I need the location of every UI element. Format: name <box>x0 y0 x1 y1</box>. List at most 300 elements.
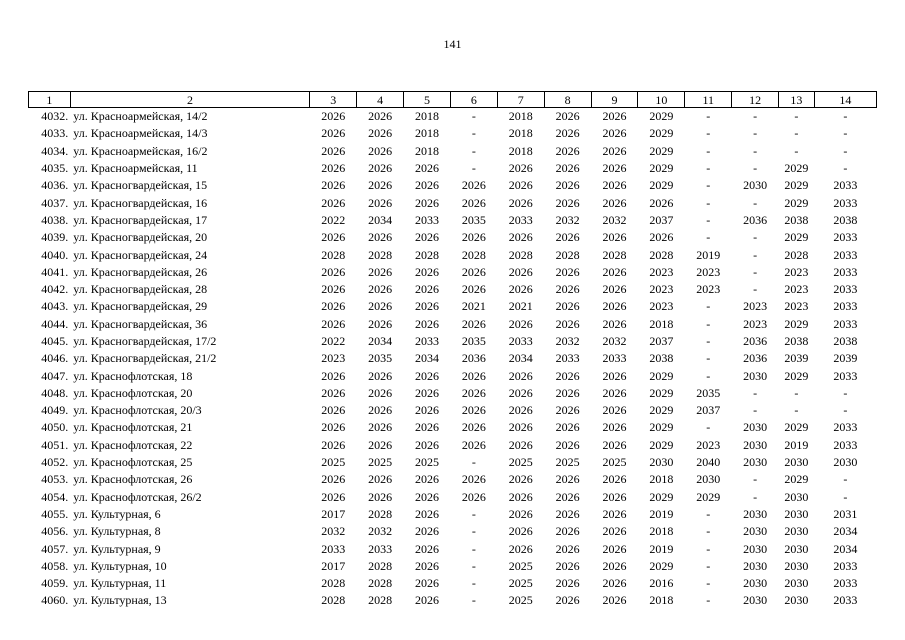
year-cell: 2028 <box>602 247 627 262</box>
year-cell: 2026 <box>368 489 393 504</box>
column-header-3: 3 <box>310 92 357 108</box>
year-cell: - <box>843 126 848 141</box>
year-cell: 2025 <box>508 593 533 608</box>
year-cell: 2026 <box>414 558 439 573</box>
row-number: 4033. <box>41 126 69 141</box>
year-cell: 2023 <box>784 264 809 279</box>
year-cell: 2025 <box>602 455 627 470</box>
year-cell: 2029 <box>649 437 674 452</box>
year-cell: 2026 <box>555 126 580 141</box>
year-cell: 2026 <box>602 593 627 608</box>
year-cell: 2026 <box>555 299 580 314</box>
year-cell: 2031 <box>833 506 858 521</box>
year-cell: 2030 <box>743 576 768 591</box>
table-row <box>29 402 877 419</box>
year-cell: 2026 <box>555 161 580 176</box>
year-cell: 2030 <box>784 593 809 608</box>
year-cell: - <box>794 126 799 141</box>
year-cell: - <box>753 109 758 124</box>
year-cell: 2028 <box>649 247 674 262</box>
row-number: 4050. <box>41 420 69 435</box>
address-cell: ул. Красногвардейская, 20 <box>73 230 208 245</box>
year-cell: 2026 <box>602 576 627 591</box>
year-cell: - <box>794 385 799 400</box>
column-header-12: 12 <box>732 92 779 108</box>
year-cell: 2026 <box>368 195 393 210</box>
year-cell: - <box>753 247 758 262</box>
year-cell: 2026 <box>414 403 439 418</box>
table-row <box>29 333 877 350</box>
year-cell: 2023 <box>696 437 721 452</box>
year-cell: - <box>706 524 711 539</box>
year-cell: 2019 <box>784 437 809 452</box>
address-cell: ул. Краснофлотская, 20/3 <box>73 403 202 418</box>
year-cell: 2028 <box>414 247 439 262</box>
year-cell: 2028 <box>368 506 393 521</box>
address-cell: ул. Красногвардейская, 24 <box>73 247 208 262</box>
year-cell: 2023 <box>784 299 809 314</box>
year-cell: 2026 <box>555 524 580 539</box>
year-cell: 2026 <box>321 230 346 245</box>
year-cell: - <box>753 403 758 418</box>
year-cell: 2026 <box>321 109 346 124</box>
row-number: 4047. <box>41 368 69 383</box>
year-cell: 2026 <box>602 558 627 573</box>
year-cell: 2029 <box>784 368 809 383</box>
year-cell: 2019 <box>649 541 674 556</box>
year-cell: 2026 <box>461 489 486 504</box>
year-cell: 2026 <box>602 126 627 141</box>
year-cell: 2028 <box>321 593 346 608</box>
year-cell: 2030 <box>784 506 809 521</box>
year-cell: 2026 <box>555 403 580 418</box>
year-cell: 2033 <box>508 212 533 227</box>
year-cell: 2033 <box>833 264 858 279</box>
year-cell: 2017 <box>321 558 346 573</box>
address-cell: ул. Краснофлотская, 26 <box>73 472 193 487</box>
table-row <box>29 316 877 333</box>
year-cell: - <box>471 576 476 591</box>
address-cell: ул. Красногвардейская, 29 <box>73 299 208 314</box>
address-cell: ул. Красногвардейская, 17 <box>73 212 208 227</box>
year-cell: 2026 <box>555 230 580 245</box>
year-cell: - <box>706 178 711 193</box>
year-cell: 2028 <box>321 247 346 262</box>
year-cell: 2026 <box>414 264 439 279</box>
year-cell: 2029 <box>649 368 674 383</box>
table-row <box>29 177 877 194</box>
column-header-13: 13 <box>779 92 815 108</box>
year-cell: 2035 <box>461 212 486 227</box>
year-cell: 2030 <box>784 576 809 591</box>
row-number: 4055. <box>41 506 69 521</box>
year-cell: 2026 <box>461 437 486 452</box>
year-cell: - <box>753 282 758 297</box>
table-row <box>29 246 877 263</box>
year-cell: 2028 <box>784 247 809 262</box>
year-cell: 2026 <box>414 576 439 591</box>
year-cell: 2028 <box>321 576 346 591</box>
year-cell: 2023 <box>784 282 809 297</box>
table-row <box>29 592 877 609</box>
year-cell: 2026 <box>508 403 533 418</box>
year-cell: 2026 <box>368 437 393 452</box>
year-cell: 2026 <box>321 178 346 193</box>
table-row <box>29 298 877 315</box>
year-cell: 2026 <box>321 299 346 314</box>
year-cell: 2033 <box>368 541 393 556</box>
year-cell: 2028 <box>368 576 393 591</box>
year-cell: 2030 <box>784 524 809 539</box>
year-cell: 2037 <box>649 212 674 227</box>
year-cell: 2039 <box>784 351 809 366</box>
year-cell: 2028 <box>368 558 393 573</box>
year-cell: 2026 <box>649 230 674 245</box>
table-row <box>29 125 877 142</box>
year-cell: - <box>843 403 848 418</box>
data-table <box>28 91 877 610</box>
year-cell: 2029 <box>784 178 809 193</box>
year-cell: 2025 <box>555 455 580 470</box>
address-cell: ул. Красногвардейская, 21/2 <box>73 351 217 366</box>
year-cell: 2021 <box>508 299 533 314</box>
year-cell: - <box>843 109 848 124</box>
year-cell: 2025 <box>508 558 533 573</box>
year-cell: 2026 <box>555 489 580 504</box>
year-cell: 2026 <box>321 143 346 158</box>
year-cell: - <box>471 109 476 124</box>
year-cell: 2026 <box>602 264 627 279</box>
year-cell: 2029 <box>784 316 809 331</box>
address-cell: ул. Культурная, 9 <box>73 541 161 556</box>
year-cell: 2035 <box>696 385 721 400</box>
year-cell: 2026 <box>461 472 486 487</box>
year-cell: 2033 <box>508 334 533 348</box>
table-row <box>29 367 877 384</box>
address-cell: ул. Культурная, 13 <box>73 593 167 608</box>
year-cell: - <box>753 472 758 487</box>
year-cell: 2025 <box>368 455 393 470</box>
year-cell: 2026 <box>461 368 486 383</box>
year-cell: 2033 <box>833 178 858 193</box>
column-header-8: 8 <box>544 92 591 108</box>
address-cell: ул. Красногвардейская, 17/2 <box>73 334 217 348</box>
year-cell: 2028 <box>461 247 486 262</box>
year-cell: 2036 <box>461 351 486 366</box>
year-cell: 2018 <box>508 109 533 124</box>
address-cell: ул. Культурная, 6 <box>73 506 161 521</box>
year-cell: 2034 <box>414 351 439 366</box>
year-cell: - <box>706 368 711 383</box>
year-cell: 2026 <box>508 368 533 383</box>
year-cell: 2026 <box>368 126 393 141</box>
year-cell: 2026 <box>414 282 439 297</box>
table-row <box>29 160 877 177</box>
year-cell: 2026 <box>414 230 439 245</box>
year-cell: 2026 <box>508 437 533 452</box>
year-cell: 2034 <box>368 212 393 227</box>
year-cell: 2026 <box>649 195 674 210</box>
year-cell: 2026 <box>602 403 627 418</box>
year-cell: - <box>753 385 758 400</box>
year-cell: 2033 <box>833 558 858 573</box>
year-cell: 2033 <box>833 195 858 210</box>
year-cell: 2033 <box>414 334 439 348</box>
year-cell: 2026 <box>508 178 533 193</box>
year-cell: 2018 <box>649 316 674 331</box>
year-cell: 2026 <box>368 368 393 383</box>
year-cell: 2026 <box>368 403 393 418</box>
column-header-11: 11 <box>685 92 732 108</box>
year-cell: - <box>471 455 476 470</box>
year-cell: 2026 <box>555 316 580 331</box>
row-number: 4058. <box>41 558 69 573</box>
year-cell: - <box>471 558 476 573</box>
address-cell: ул. Красногвардейская, 28 <box>73 282 208 297</box>
year-cell: 2026 <box>602 230 627 245</box>
year-cell: 2030 <box>743 558 768 573</box>
year-cell: 2022 <box>321 212 346 227</box>
year-cell: 2018 <box>649 524 674 539</box>
address-cell: ул. Культурная, 11 <box>73 576 167 591</box>
year-cell: 2026 <box>321 195 346 210</box>
year-cell: 2026 <box>414 437 439 452</box>
year-cell: - <box>471 541 476 556</box>
year-cell: 2028 <box>368 247 393 262</box>
year-cell: 2032 <box>555 334 580 348</box>
year-cell: - <box>706 576 711 591</box>
year-cell: 2036 <box>743 351 768 366</box>
row-number: 4060. <box>41 593 69 608</box>
header-row <box>29 92 877 108</box>
year-cell: 2026 <box>414 593 439 608</box>
year-cell: 2023 <box>649 282 674 297</box>
year-cell: 2026 <box>555 368 580 383</box>
table-body <box>29 108 877 610</box>
year-cell: 2026 <box>555 420 580 435</box>
year-cell: 2026 <box>321 368 346 383</box>
table-row <box>29 264 877 281</box>
year-cell: 2030 <box>696 472 721 487</box>
year-cell: 2029 <box>649 161 674 176</box>
year-cell: 2026 <box>602 524 627 539</box>
year-cell: 2029 <box>784 420 809 435</box>
row-number: 4043. <box>41 299 69 314</box>
year-cell: 2038 <box>833 212 858 227</box>
year-cell: - <box>794 403 799 418</box>
year-cell: 2030 <box>784 455 809 470</box>
year-cell: 2030 <box>743 420 768 435</box>
page-number: 141 <box>443 37 462 51</box>
table-row <box>29 194 877 211</box>
year-cell: - <box>753 126 758 141</box>
address-cell: ул. Краснофлотская, 26/2 <box>73 489 202 504</box>
year-cell: - <box>706 195 711 210</box>
year-cell: - <box>843 161 848 176</box>
year-cell: 2023 <box>649 299 674 314</box>
year-cell: 2033 <box>414 212 439 227</box>
year-cell: 2026 <box>555 541 580 556</box>
year-cell: 2026 <box>414 316 439 331</box>
year-cell: 2033 <box>833 299 858 314</box>
year-cell: 2026 <box>321 489 346 504</box>
year-cell: 2026 <box>508 472 533 487</box>
column-header-4: 4 <box>357 92 404 108</box>
year-cell: - <box>843 385 848 400</box>
year-cell: 2026 <box>555 143 580 158</box>
year-cell: - <box>471 143 476 158</box>
year-cell: 2026 <box>414 195 439 210</box>
year-cell: 2026 <box>555 437 580 452</box>
year-cell: 2034 <box>368 334 393 348</box>
year-cell: 2026 <box>602 161 627 176</box>
year-cell: 2026 <box>508 524 533 539</box>
year-cell: 2026 <box>321 316 346 331</box>
year-cell: 2038 <box>784 334 809 348</box>
year-cell: - <box>753 161 758 176</box>
year-cell: 2018 <box>414 109 439 124</box>
year-cell: 2026 <box>368 143 393 158</box>
year-cell: - <box>706 109 711 124</box>
address-cell: ул. Красноармейская, 14/3 <box>73 126 208 141</box>
year-cell: 2038 <box>649 351 674 366</box>
year-cell: 2023 <box>696 282 721 297</box>
year-cell: 2030 <box>743 593 768 608</box>
table-row <box>29 575 877 592</box>
year-cell: 2026 <box>602 472 627 487</box>
year-cell: 2030 <box>784 558 809 573</box>
row-number: 4052. <box>41 455 69 470</box>
address-cell: ул. Краснофлотская, 20 <box>73 385 193 400</box>
table-row <box>29 489 877 506</box>
year-cell: 2019 <box>649 506 674 521</box>
year-cell: - <box>753 230 758 245</box>
year-cell: 2034 <box>508 351 533 366</box>
year-cell: 2026 <box>461 420 486 435</box>
year-cell: 2028 <box>555 247 580 262</box>
address-cell: ул. Красногвардейская, 15 <box>73 178 208 193</box>
year-cell: 2026 <box>414 161 439 176</box>
year-cell: 2033 <box>833 282 858 297</box>
column-header-1: 1 <box>29 92 71 108</box>
address-cell: ул. Краснофлотская, 25 <box>73 455 193 470</box>
row-number: 4038. <box>41 212 69 227</box>
year-cell: 2026 <box>602 143 627 158</box>
year-cell: 2026 <box>368 282 393 297</box>
year-cell: 2023 <box>743 316 768 331</box>
year-cell: - <box>471 161 476 176</box>
year-cell: 2026 <box>508 385 533 400</box>
year-cell: - <box>753 143 758 158</box>
row-number: 4045. <box>41 334 69 348</box>
year-cell: 2026 <box>414 178 439 193</box>
year-cell: 2029 <box>649 420 674 435</box>
year-cell: 2034 <box>833 541 858 556</box>
year-cell: 2026 <box>414 489 439 504</box>
year-cell: 2026 <box>508 489 533 504</box>
year-cell: 2026 <box>602 437 627 452</box>
year-cell: - <box>706 351 711 366</box>
year-cell: 2032 <box>602 212 627 227</box>
year-cell: 2026 <box>368 178 393 193</box>
row-number: 4039. <box>41 230 69 245</box>
year-cell: 2018 <box>649 593 674 608</box>
year-cell: 2026 <box>602 368 627 383</box>
year-cell: 2026 <box>602 385 627 400</box>
column-header-5: 5 <box>404 92 451 108</box>
year-cell: - <box>471 524 476 539</box>
year-cell: 2029 <box>649 143 674 158</box>
row-number: 4053. <box>41 472 69 487</box>
year-cell: 2026 <box>368 385 393 400</box>
address-cell: ул. Краснофлотская, 22 <box>73 437 193 452</box>
year-cell: 2026 <box>602 282 627 297</box>
year-cell: 2037 <box>696 403 721 418</box>
year-cell: 2033 <box>833 247 858 262</box>
year-cell: 2032 <box>602 334 627 348</box>
year-cell: 2017 <box>321 506 346 521</box>
year-cell: 2026 <box>508 230 533 245</box>
year-cell: 2026 <box>555 109 580 124</box>
year-cell: 2026 <box>414 506 439 521</box>
year-cell: 2033 <box>833 437 858 452</box>
row-number: 4041. <box>41 264 69 279</box>
year-cell: 2026 <box>461 385 486 400</box>
year-cell: 2039 <box>833 351 858 366</box>
address-cell: ул. Культурная, 8 <box>73 524 161 539</box>
year-cell: 2033 <box>602 351 627 366</box>
table-row <box>29 143 877 160</box>
year-cell: - <box>706 161 711 176</box>
year-cell: 2026 <box>321 472 346 487</box>
table-row <box>29 229 877 246</box>
year-cell: - <box>706 230 711 245</box>
row-number: 4048. <box>41 385 69 400</box>
year-cell: 2026 <box>555 593 580 608</box>
table-row <box>29 523 877 540</box>
year-cell: 2026 <box>368 161 393 176</box>
year-cell: 2026 <box>555 576 580 591</box>
row-number: 4051. <box>41 437 69 452</box>
table-row <box>29 540 877 557</box>
row-number: 4040. <box>41 247 69 262</box>
year-cell: 2026 <box>414 524 439 539</box>
year-cell: 2036 <box>743 212 768 227</box>
table-row <box>29 454 877 471</box>
year-cell: 2023 <box>321 351 346 366</box>
year-cell: 2026 <box>461 282 486 297</box>
year-cell: 2038 <box>833 334 858 348</box>
row-number: 4044. <box>41 316 69 331</box>
year-cell: 2016 <box>649 576 674 591</box>
year-cell: 2029 <box>696 489 721 504</box>
year-cell: 2026 <box>508 541 533 556</box>
row-number: 4057. <box>41 541 69 556</box>
address-cell: ул. Красноармейская, 16/2 <box>73 143 208 158</box>
address-cell: ул. Красноармейская, 14/2 <box>73 109 208 124</box>
year-cell: 2033 <box>321 541 346 556</box>
year-cell: 2030 <box>784 489 809 504</box>
year-cell: - <box>843 489 848 504</box>
year-cell: 2026 <box>555 506 580 521</box>
year-cell: 2026 <box>321 403 346 418</box>
year-cell: - <box>706 334 711 348</box>
year-cell: 2026 <box>508 264 533 279</box>
year-cell: 2033 <box>555 351 580 366</box>
year-cell: 2036 <box>743 334 768 348</box>
address-cell: ул. Краснофлотская, 21 <box>73 420 193 435</box>
year-cell: 2026 <box>368 420 393 435</box>
